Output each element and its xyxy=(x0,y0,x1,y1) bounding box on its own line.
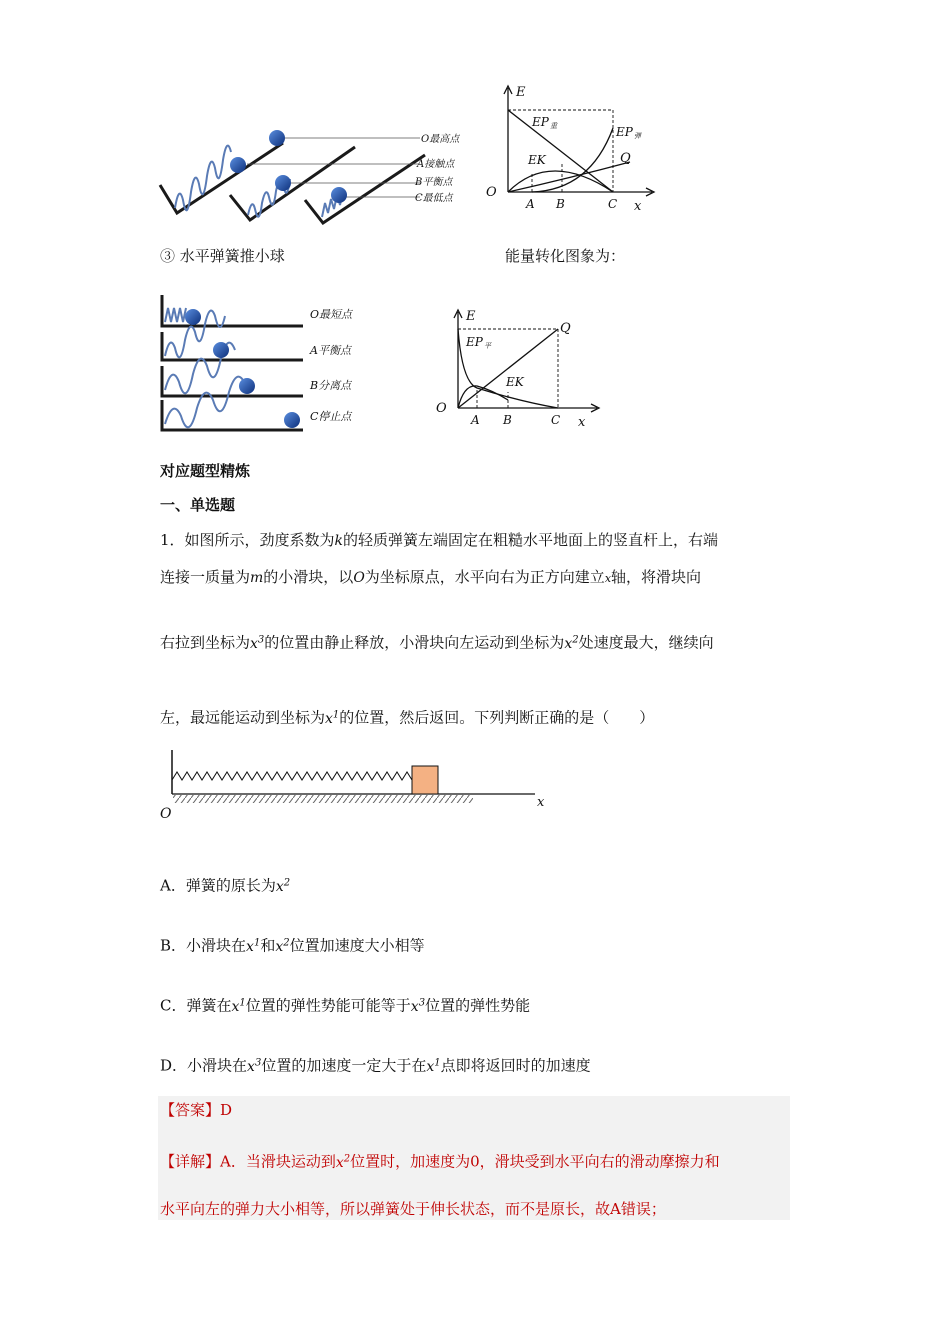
symbol-x2: $x^2$ xyxy=(335,1153,351,1171)
symbol-x: x xyxy=(604,572,612,585)
horizontal-label-a: A平衡点 xyxy=(310,344,351,357)
incline-spring-figure xyxy=(155,125,475,225)
symbol-x1: $x^1$ xyxy=(246,937,261,955)
graph1-label-ek: EK xyxy=(528,153,546,167)
section-title: 对应题型精炼 xyxy=(160,462,251,480)
incline-label-c: C最低点 xyxy=(415,193,453,204)
graph2-label-ep-ping: EP xyxy=(466,335,483,349)
symbol-x2: $x^2$ xyxy=(275,937,290,955)
symbol-x3: $x^3$ xyxy=(250,634,265,652)
incline-label-b: B平衡点 xyxy=(415,177,453,188)
option-c[interactable]: C．弹簧在$x^1$位置的弹性势能可能等于$x^3$位置的弹性势能 xyxy=(160,996,531,1015)
graph1-label-q: Q xyxy=(620,151,631,166)
symbol-x3: $x^3$ xyxy=(410,997,426,1015)
horizontal-spring-figure xyxy=(155,290,375,435)
question-line-3: 右拉到坐标为$x^3$的位置由静止释放，小滑块向左运动到坐标为$x^2$处速度最大，继续向 xyxy=(160,633,714,652)
incline-label-a: A接触点 xyxy=(417,159,455,170)
graph1-tick-c: C xyxy=(608,197,618,211)
horizontal-label-b: B分离点 xyxy=(310,379,352,392)
symbol-x3: $x^3$ xyxy=(247,1057,262,1075)
graph2-tick-c: C xyxy=(551,413,561,427)
detail-line-1: 【详解】A．当滑块运动到$x^2$位置时，加速度为0，滑块受到水平向右的滑动摩擦力和 xyxy=(160,1152,720,1171)
graph2-label-ek: EK xyxy=(506,375,524,389)
symbol-x1: $x^1$ xyxy=(325,709,340,727)
detail-line-2: 水平向左的弹力大小相等，所以弹簧处于伸长状态，而不是原长，故A错误； xyxy=(160,1200,666,1218)
graph1-label-ep-zhong: EP xyxy=(532,115,549,129)
question-line-4: 左，最远能运动到坐标为$x^1$的位置，然后返回。下列判断正确的是（ ） xyxy=(160,708,655,727)
graph2-tick-b: B xyxy=(503,413,512,427)
energy-graph-2 xyxy=(432,302,607,432)
symbol-o: O xyxy=(353,570,365,586)
detail-label: 【详解】 xyxy=(160,1152,221,1171)
symbol-x2: $x^2$ xyxy=(564,634,579,652)
symbol-x1: $x^1$ xyxy=(426,1057,441,1075)
subsection-title: 一、单选题 xyxy=(160,496,236,514)
graph1-tick-b: B xyxy=(556,197,565,211)
graph1-label-ep-tan-sub: 弹 xyxy=(634,132,641,140)
energy-graph-1 xyxy=(480,80,660,215)
graph1-tick-a: A xyxy=(526,197,535,211)
graph1-label-ep-tan: EP xyxy=(616,125,633,139)
symbol-x2: $x^2$ xyxy=(275,877,291,895)
option-d[interactable]: D．小滑块在$x^3$位置的加速度一定大于在$x^1$点即将返回时的加速度 xyxy=(160,1056,591,1075)
graph2-origin: O xyxy=(436,401,447,416)
horizontal-label-o: O最短点 xyxy=(310,308,353,321)
answer-value: D xyxy=(220,1101,233,1119)
graph2-axis-e: E xyxy=(466,309,476,324)
symbol-k: k xyxy=(334,533,344,549)
graph1-label-ep-zhong-sub: 重 xyxy=(550,122,557,130)
question-line-2: 连接一质量为m的小滑块，以O为坐标原点，水平向右为正方向建立x轴，将滑块向 xyxy=(160,568,702,586)
graph2-axis-x: x xyxy=(578,415,586,430)
question-line-1: 1．如图所示，劲度系数为k的轻质弹簧左端固定在粗糙水平地面上的竖直杆上，右端 xyxy=(160,531,719,549)
graph1-axis-x: x xyxy=(634,199,642,214)
symbol-x1: $x^1$ xyxy=(231,997,246,1015)
case3-caption: ③ 水平弹簧推小球 xyxy=(160,247,285,265)
option-b[interactable]: B．小滑块在$x^1$和$x^2$位置加速度大小相等 xyxy=(160,936,425,955)
answer-label: 【答案】 xyxy=(160,1101,221,1119)
spring-axis-x: x xyxy=(537,795,545,810)
graph1-axis-e: E xyxy=(516,85,526,100)
symbol-m: m xyxy=(250,570,264,586)
graph1-origin: O xyxy=(486,185,497,200)
graph2-tick-a: A xyxy=(471,413,480,427)
answer-line xyxy=(160,1100,232,1120)
incline-label-o: O最高点 xyxy=(421,134,460,145)
energy-caption: 能量转化图象为： xyxy=(505,247,626,265)
option-a[interactable]: A．弹簧的原长为$x^2$ xyxy=(160,876,291,895)
spring-origin: O xyxy=(160,806,172,822)
spring-block-figure xyxy=(155,742,555,827)
graph2-label-q: Q xyxy=(560,321,571,336)
graph2-label-ep-ping-sub: 平 xyxy=(484,342,491,350)
horizontal-label-c: C停止点 xyxy=(310,410,352,423)
